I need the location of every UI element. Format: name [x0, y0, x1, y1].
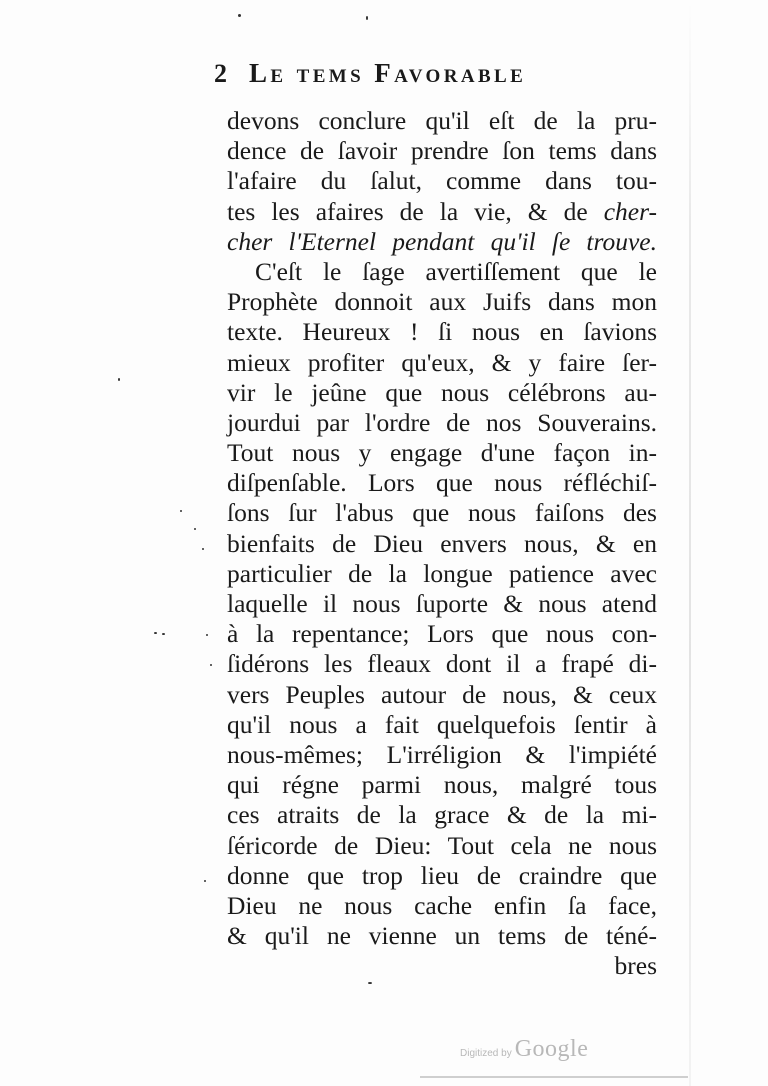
text-line-13: diſpenſable. Lors que nous réfléchiſ- — [227, 468, 657, 498]
ink-speck — [180, 510, 182, 512]
ink-speck — [194, 528, 196, 530]
running-head — [214, 58, 674, 94]
text-line-11: jourdui par l'ordre de nos Souverains. — [227, 407, 657, 437]
ink-speck — [366, 16, 368, 20]
ink-speck — [368, 982, 372, 984]
ink-speck — [210, 664, 212, 666]
text-line-4-italic: cher- — [603, 196, 657, 226]
text-line-28: & qu'il ne vienne un tems de téné- — [227, 921, 657, 951]
google-watermark — [460, 1036, 588, 1066]
text-line-22: nous-mêmes; L'irréligion & l'impiété — [227, 739, 657, 769]
text-line-17: laquelle il nous ſuporte & nous atend — [227, 589, 657, 618]
text-line-24: ces atraits de la grace & de la mi- — [227, 800, 657, 830]
ink-speck — [206, 634, 208, 636]
text-line-19: ſidérons les fleaux dont il a frapé di- — [227, 649, 657, 679]
text-line-21: qu'il nous a fait quelquefois ſentir à — [227, 709, 657, 739]
text-line-1: devons conclure qu'il eſt de la pru- — [227, 106, 657, 135]
text-line-20: vers Peuples autour de nous, & ceux — [227, 679, 657, 709]
text-line-4 — [227, 197, 657, 227]
text-line-27: Dieu ne nous cache enfin ſa face, — [227, 890, 657, 920]
catchword: bres — [614, 951, 657, 981]
body-text — [227, 106, 657, 981]
text-line-26: donne que trop lieu de craindre que — [227, 860, 657, 890]
text-line-6: C'eſt le ſage avertiſſement que le — [255, 256, 657, 286]
text-line-7: Prophète donnoit aux Juifs dans mon — [227, 287, 657, 317]
ink-speck — [162, 633, 165, 635]
scan-edge-line — [420, 1076, 688, 1078]
google-logo: Google — [514, 1036, 589, 1062]
text-line-23: qui régne parmi nous, malgré tous — [227, 770, 657, 800]
page-edge-shadow — [689, 0, 691, 1086]
text-line-25: ſéricorde de Dieu: Tout cela ne nous — [227, 830, 657, 860]
ink-speck — [118, 378, 120, 381]
text-line-9: mieux profiter qu'eux, & y faire ſer- — [227, 347, 657, 377]
text-line-12: Tout nous y engage d'une façon in- — [227, 438, 657, 468]
text-line-16: particulier de la longue patience avec — [227, 558, 657, 588]
text-line-3: l'afaire du ſalut, comme dans tou- — [227, 166, 657, 196]
ink-speck — [238, 14, 241, 17]
running-title: Le tems Favorable — [249, 58, 527, 88]
text-line-14: ſons ſur l'abus que nous faiſons des — [227, 498, 657, 528]
text-line-2: dence de ſavoir prendre ſon tems dans — [227, 136, 657, 166]
digitized-by-text: Digitized by — [460, 1048, 512, 1059]
page-number: 2 — [214, 59, 227, 88]
text-line-18: à la repentance; Lors que nous con- — [227, 619, 657, 649]
ink-speck — [202, 548, 204, 550]
text-line-15: bienfaits de Dieu envers nous, & en — [227, 528, 657, 558]
ink-speck — [204, 880, 206, 882]
text-line-10: vir le jeûne que nous célébrons au- — [227, 377, 657, 407]
text-line-8: texte. Heureux ! ſi nous en ſavions — [227, 317, 657, 347]
ink-speck — [154, 632, 157, 634]
text-line-5: cher l'Eternel pendant qu'il ſe trouve. — [227, 226, 657, 256]
text-line-4-plain: tes les afaires de la vie, & de — [227, 196, 604, 226]
